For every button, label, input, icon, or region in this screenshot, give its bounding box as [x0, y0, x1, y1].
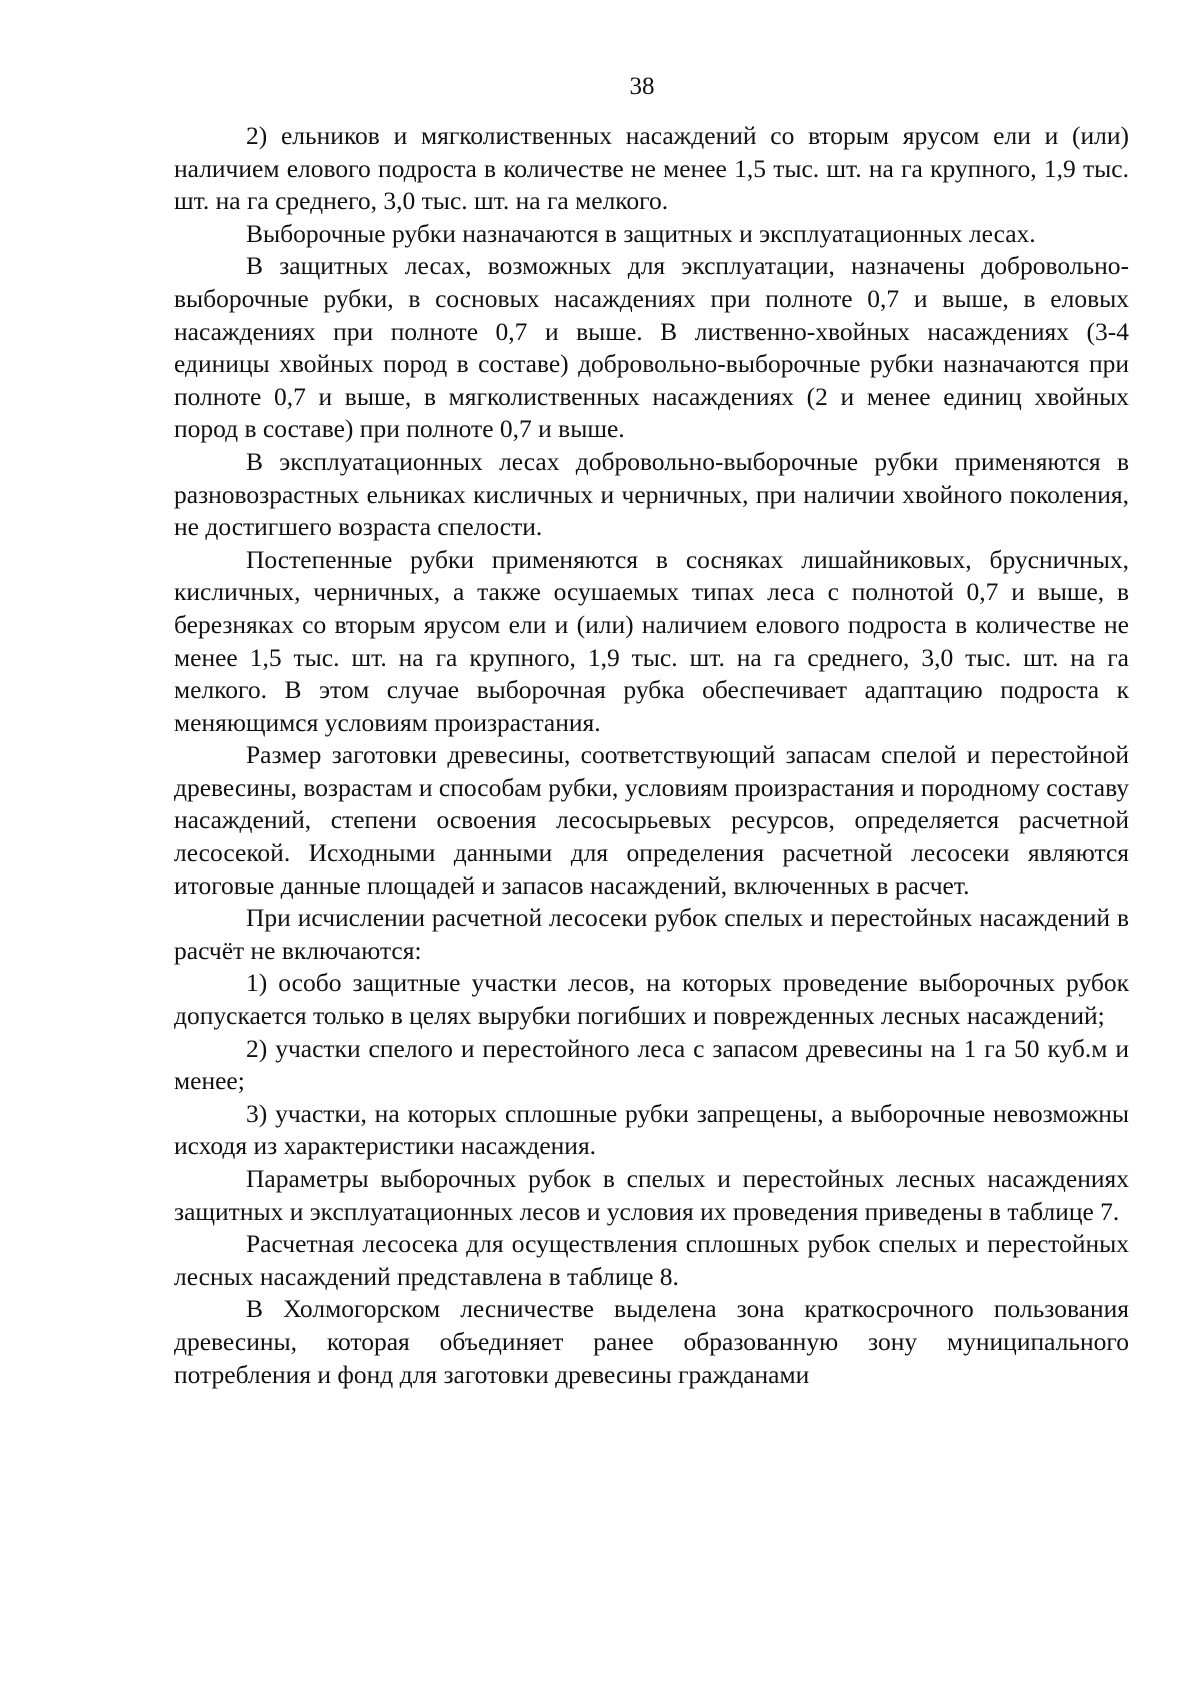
list-item-1: 1) особо защитные участки лесов, на которых проведение выборочных рубок допускается только в целях вырубки погибших и поврежденных лесных насаждений; — [174, 968, 1129, 1031]
paragraph-5: Постепенные рубки применяются в сосняках лишайниковых, брусничных, кисличных, черничных, а также осушаемых типах леса с полнотой 0,7 и выше, в березняках со вторым ярусом ели и (или) наличием елового подроста в количестве не менее 1,5 тыс. шт. на га крупного, 1,9 тыс. шт. на га среднего, 3,0 тыс. шт. на га мелкого. В этом случае выборочная рубка обеспечивает адаптацию подроста к меняющимся условиям произрастания. — [174, 544, 1129, 737]
body-text — [174, 120, 1129, 1391]
paragraph-4: В эксплуатационных лесах добровольно-выборочные рубки применяются в разновозрастных ельниках кисличных и черничных, при наличии хвойного поколения, не достигшего возраста спелости. — [174, 446, 1129, 542]
list-item-3: 3) участки, на которых сплошные рубки запрещены, а выборочные невозможны исходя из характеристики насаждения. — [174, 1098, 1129, 1161]
paragraph-9: Расчетная лесосека для осуществления сплошных рубок спелых и перестойных лесных насаждений представлена в таблице 8. — [174, 1229, 1129, 1291]
paragraph-10: В Холмогорском лесничестве выделена зона краткосрочного пользования древесины, которая объединяет ранее образованную зону муниципального потребления и фонд для заготовки древесины гражданами — [174, 1294, 1129, 1389]
list-item-2: 2) участки спелого и перестойного леса с запасом древесины на 1 га 50 куб.м и менее; — [174, 1033, 1129, 1096]
paragraph-3: В защитных лесах, возможных для эксплуатации, назначены добровольно-выборочные рубки, в сосновых насаждениях при полноте 0,7 и выше, в еловых насаждениях при полноте 0,7 и выше. В лиственно-хвойных насаждениях (3-4 единицы хвойных пород в составе) добровольно-выборочные рубки назначаются при полноте 0,7 и выше, в мягколиственных насаждениях (2 и менее единиц хвойных пород в составе) при полноте 0,7 и выше. — [174, 251, 1129, 444]
paragraph-8: Параметры выборочных рубок в спелых и перестойных лесных насаждениях защитных и эксплуатационных лесов и условия их проведения приведены в таблице 7. — [174, 1164, 1129, 1226]
page-number: 38 — [629, 73, 655, 100]
paragraph-7: При исчислении расчетной лесосеки рубок спелых и перестойных насаждений в расчёт не включаются: — [174, 903, 1129, 965]
paragraph-2: Выборочные рубки назначаются в защитных и эксплуатационных лесах. — [246, 218, 1036, 248]
paragraph-1: 2) ельников и мягколиственных насаждений со вторым ярусом ели и (или) наличием елового подроста в количестве не менее 1,5 тыс. шт. на га крупного, 1,9 тыс. шт. на га среднего, 3,0 тыс. шт. на га мелкого. — [174, 121, 1129, 216]
paragraph-6: Размер заготовки древесины, соответствующий запасам спелой и перестойной древесины, возрастам и способам рубки, условиям произрастания и породному составу насаждений, степени освоения лесосырьевых ресурсов, определяется расчетной лесосекой. Исходными данными для определения расчетной лесосеки являются итоговые данные площадей и запасов насаждений, включенных в расчет. — [174, 740, 1129, 900]
